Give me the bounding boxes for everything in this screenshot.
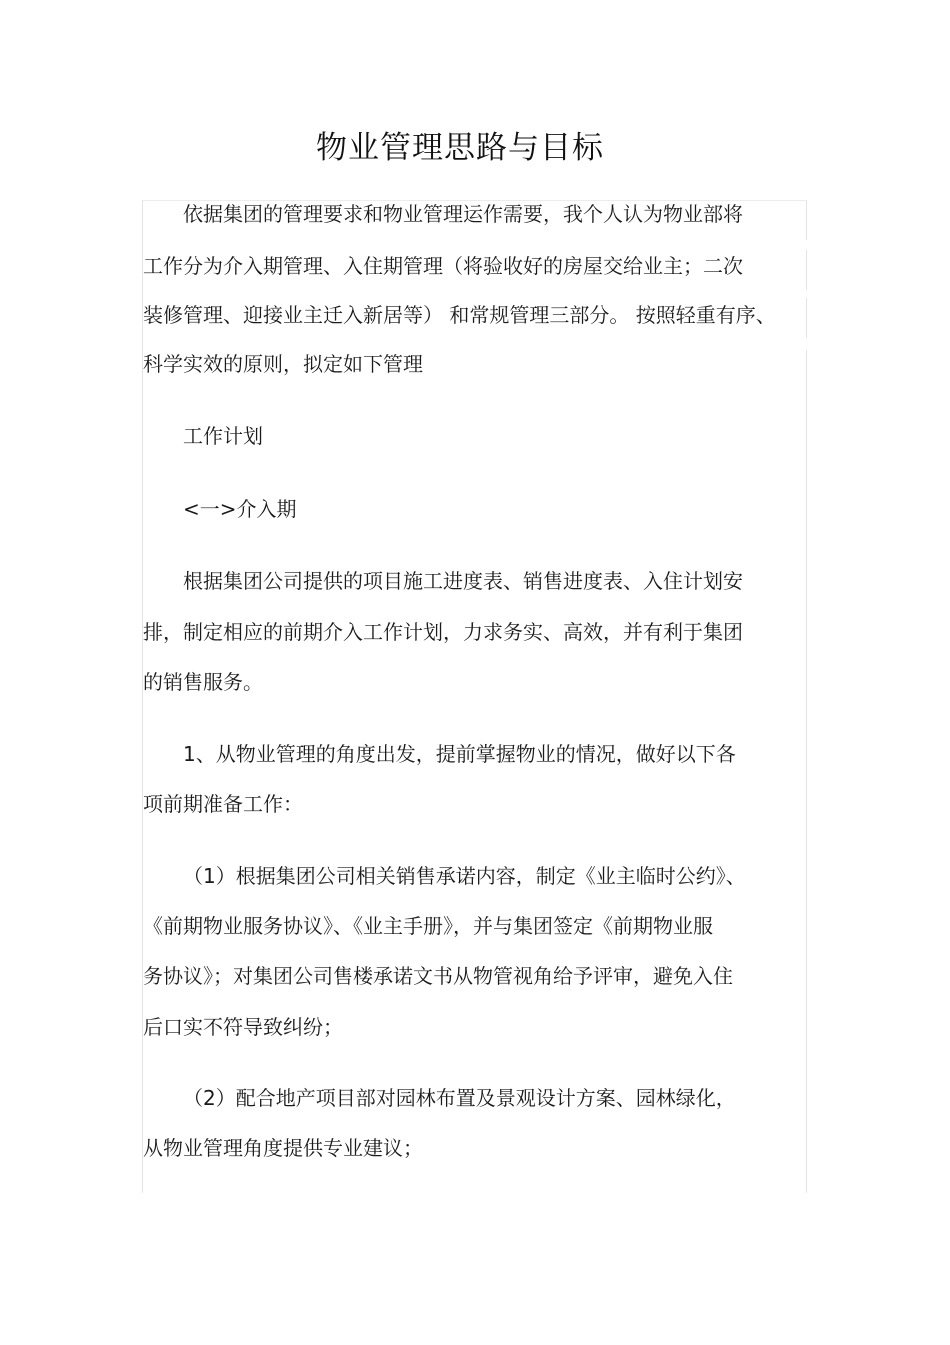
- paragraph-1-line-1: 依据集团的管理要求和物业管理运作需要，我个人认为物业部将: [183, 202, 743, 226]
- subitem-2-line-1: （2）配合地产项目部对园林布置及景观设计方案、园林绿化，: [183, 1086, 736, 1110]
- frame-right-border-4: [806, 350, 807, 1193]
- subitem-1-line-1: （1）根据集团公司相关销售承诺内容，制定《业主临时公约》、: [183, 864, 746, 888]
- document-title: 物业管理思路与目标: [316, 130, 604, 166]
- frame-right-border-3: [806, 298, 807, 338]
- subitem-2-line-2: 从物业管理角度提供专业建议；: [143, 1136, 423, 1160]
- paragraph-2-line-3: 的销售服务。: [143, 670, 263, 694]
- subitem-1-line-3: 务协议》；对集团公司售楼承诺文书从物管视角给予评审，避免入住: [143, 964, 733, 988]
- item-1-line-2: 项前期准备工作：: [143, 792, 303, 816]
- paragraph-1-line-2: 工作分为介入期管理、入住期管理（将验收好的房屋交给业主；二次: [143, 254, 743, 278]
- subitem-1-line-4: 后口实不符导致纠纷；: [143, 1015, 343, 1039]
- paragraph-1-line-3: 装修管理、迎接业主迁入新居等） 和常规管理三部分。 按照轻重有序、: [143, 303, 776, 327]
- frame-right-border-2: [806, 250, 807, 290]
- frame-left-border: [142, 200, 143, 1193]
- subitem-1-line-2: 《前期物业服务协议》、《业主手册》，并与集团签定《前期物业服: [143, 914, 713, 938]
- paragraph-2-line-2: 排，制定相应的前期介入工作计划，力求务实、高效，并有利于集团: [143, 620, 743, 644]
- section-heading-intervention: <一>介入期: [183, 497, 297, 521]
- section-heading-work-plan: 工作计划: [183, 424, 263, 448]
- frame-right-border-1: [806, 200, 807, 240]
- item-1-line-1: 1、从物业管理的角度出发，提前掌握物业的情况，做好以下各: [183, 742, 736, 766]
- paragraph-1-line-4: 科学实效的原则，拟定如下管理: [143, 352, 423, 376]
- paragraph-2-line-1: 根据集团公司提供的项目施工进度表、销售进度表、入住计划安: [183, 569, 743, 593]
- frame-top-border: [142, 200, 806, 201]
